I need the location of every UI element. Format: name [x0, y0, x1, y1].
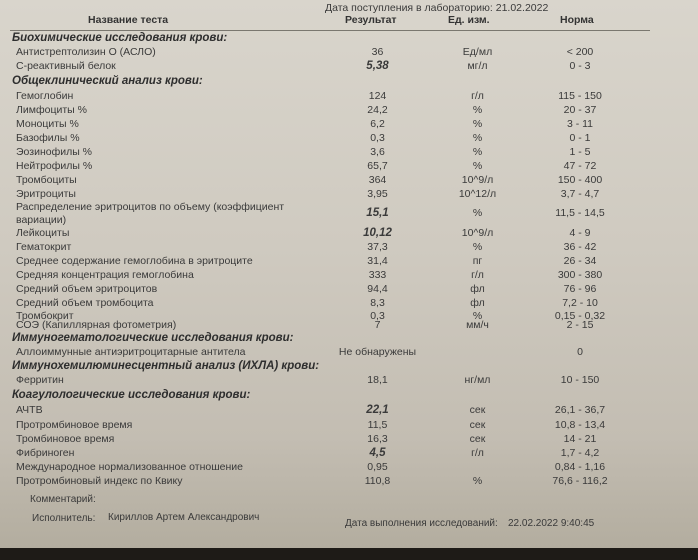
test-result: 0,95: [367, 461, 388, 473]
test-unit: нг/мл: [464, 374, 491, 386]
header-result: Результат: [345, 14, 397, 26]
test-name: Гематокрит: [16, 241, 72, 253]
test-result: 364: [368, 174, 387, 186]
test-result: 333: [368, 269, 387, 281]
test-norm: 26 - 34: [563, 255, 597, 267]
test-name: Базофилы %: [16, 132, 80, 144]
test-result: 10,12: [363, 227, 392, 239]
comments-label: Комментарий:: [30, 494, 96, 505]
test-norm: 4 - 9: [569, 227, 591, 239]
table-row: [0, 282, 698, 296]
table-row: [0, 373, 698, 387]
section-coag: Коагулологические исследования крови:: [12, 389, 251, 401]
header-unit: Ед. изм.: [448, 14, 490, 26]
test-unit: мг/л: [467, 60, 488, 72]
test-norm: 14 - 21: [563, 433, 597, 445]
test-norm: 11,5 - 14,5: [555, 207, 605, 219]
test-norm: 26,1 - 36,7: [554, 404, 606, 416]
test-name: Моноциты %: [16, 118, 79, 130]
test-unit: фл: [470, 283, 485, 295]
test-result: 3,6: [370, 146, 385, 158]
test-unit: фл: [470, 297, 485, 309]
table-row: [0, 460, 698, 474]
test-result: 65,7: [367, 160, 388, 172]
test-unit: %: [472, 104, 483, 116]
table-surface: [0, 548, 698, 560]
test-unit: %: [472, 132, 483, 144]
test-result: 124: [368, 90, 387, 102]
header-divider: [10, 30, 650, 31]
test-norm: 1 - 5: [569, 146, 591, 158]
test-result: 0,3: [370, 310, 385, 322]
test-name: Тромбиновое время: [16, 433, 115, 445]
test-result: 5,38: [366, 60, 389, 72]
test-name: Среднее содержание гемоглобина в эритроците: [16, 255, 253, 267]
test-result: 8,3: [370, 297, 385, 309]
test-name: Антистрептолизин О (АСЛО): [16, 46, 156, 58]
table-row: [0, 474, 698, 488]
test-unit: сек: [469, 419, 486, 431]
test-unit: %: [472, 241, 483, 253]
test-result: 0,3: [370, 132, 385, 144]
test-norm: 150 - 400: [557, 174, 603, 186]
table-row: [0, 117, 698, 131]
table-row: [0, 45, 698, 59]
test-norm: 300 - 380: [557, 269, 603, 281]
test-name: С-реактивный белок: [16, 60, 116, 72]
test-unit: 10^12/л: [458, 188, 497, 200]
test-name: Эозинофилы %: [16, 146, 93, 158]
test-norm: 20 - 37: [563, 104, 597, 116]
section-immunohem: Иммуногематологические исследования крови:: [12, 332, 294, 344]
test-name: СОЭ (Капиллярная фотометрия): [16, 319, 177, 331]
test-norm: 76,6 - 116,2: [552, 475, 608, 487]
test-norm: 7,2 - 10: [562, 297, 598, 309]
test-name: Тромбоциты: [16, 174, 77, 186]
test-result: 22,1: [366, 404, 389, 416]
test-norm: 0: [577, 346, 583, 358]
test-norm: 10 - 150: [560, 374, 600, 386]
test-unit: Ед/мл: [462, 46, 493, 58]
test-norm: 0,84 - 1,16: [554, 461, 606, 473]
test-name: Распределение эритроцитов по объему (коэффициент вариации): [16, 201, 285, 226]
test-name: Средняя концентрация гемоглобина: [16, 269, 194, 281]
test-unit: %: [472, 207, 483, 219]
test-norm: 115 - 150: [558, 90, 602, 102]
test-name: Средний объем тромбоцита: [16, 297, 154, 309]
test-unit: %: [472, 310, 483, 322]
test-name: Тромбокрит: [16, 310, 74, 322]
test-unit: %: [472, 118, 483, 130]
test-unit: %: [472, 475, 483, 487]
test-result: 31,4: [367, 255, 388, 267]
table-row: [0, 103, 698, 117]
section-ihla: Иммунохемилюминесцентный анализ (ИХЛА) крови:: [12, 360, 320, 372]
table-row: [0, 159, 698, 173]
test-name: Аллоиммунные антиэритроцитарные антитела: [16, 346, 246, 358]
test-result: 7: [374, 319, 381, 331]
test-norm: 0 - 1: [569, 132, 591, 144]
test-result: 6,2: [370, 118, 385, 130]
table-row: [0, 446, 698, 460]
test-unit: г/л: [471, 90, 484, 102]
table-row: [0, 59, 698, 73]
completion-date-label: Дата выполнения исследований:: [345, 518, 498, 529]
executor-label: Исполнитель:: [32, 513, 96, 524]
test-result: 24,2: [367, 104, 388, 116]
table-row: [0, 187, 698, 201]
section-cbc: Общеклинический анализ крови:: [12, 75, 203, 87]
test-unit: г/л: [471, 447, 484, 459]
table-row: [0, 201, 698, 229]
test-result: 36: [371, 46, 384, 58]
test-result: 18,1: [367, 374, 388, 386]
test-result: Не обнаружены: [338, 346, 417, 358]
test-name: Средний объем эритроцитов: [16, 283, 158, 295]
test-unit: сек: [469, 404, 486, 416]
test-unit: мм/ч: [466, 319, 489, 331]
test-norm: 36 - 42: [563, 241, 597, 253]
test-result: 94,4: [367, 283, 388, 295]
test-norm: 0 - 3: [569, 60, 591, 72]
table-row: [0, 432, 698, 446]
test-unit: %: [472, 160, 483, 172]
table-header: [0, 14, 698, 30]
lab-received-date: Дата поступления в лабораторию: 21.02.2022: [325, 2, 549, 14]
test-name: Протромбиновое время: [16, 419, 133, 431]
test-norm: 2 - 15: [566, 319, 594, 331]
test-unit: сек: [469, 433, 486, 445]
header-name: Название теста: [88, 14, 169, 26]
test-unit: 10^9/л: [461, 227, 494, 239]
table-row: [0, 131, 698, 145]
test-norm: 10,8 - 13,4: [554, 419, 606, 431]
table-row: [0, 89, 698, 103]
table-row: [0, 418, 698, 432]
table-row: [0, 345, 698, 359]
test-norm: 0,15 - 0,32: [554, 310, 606, 322]
table-row: [0, 240, 698, 254]
test-result: 15,1: [366, 207, 389, 219]
table-row: [0, 268, 698, 282]
test-unit: %: [472, 146, 483, 158]
test-result: 4,5: [369, 447, 386, 459]
test-name: Международное нормализованное отношение: [16, 461, 243, 473]
test-result: 3,95: [367, 188, 388, 200]
test-norm: 1,7 - 4,2: [560, 447, 600, 459]
test-unit: 10^9/л: [461, 174, 494, 186]
test-unit: пг: [472, 255, 483, 267]
table-row: [0, 318, 698, 332]
test-result: 110,8: [364, 475, 391, 487]
test-unit: г/л: [471, 269, 484, 281]
test-norm: 3 - 11: [566, 118, 594, 130]
test-result: 37,3: [367, 241, 388, 253]
table-row: [0, 145, 698, 159]
test-name: Лейкоциты: [16, 227, 70, 239]
table-row: [0, 173, 698, 187]
test-name: Гемоглобин: [16, 90, 74, 102]
test-name: Лимфоциты %: [16, 104, 87, 116]
test-name: Эритроциты: [16, 188, 76, 200]
completion-date-value: 22.02.2022 9:40:45: [508, 518, 595, 529]
test-name: Нейтрофилы %: [16, 160, 93, 172]
test-norm: < 200: [566, 46, 594, 58]
test-name: Протромбиновый индекс по Квику: [16, 475, 183, 487]
section-biochem: Биохимические исследования крови:: [12, 32, 228, 44]
table-row: [0, 254, 698, 268]
table-row: [0, 226, 698, 240]
test-norm: 3,7 - 4,7: [560, 188, 600, 200]
test-name: АЧТВ: [16, 404, 43, 416]
test-norm: 76 - 96: [563, 283, 597, 295]
table-row: [0, 403, 698, 417]
test-result: 16,3: [367, 433, 388, 445]
test-name: Фибриноген: [16, 447, 75, 459]
header-norm: Норма: [560, 14, 594, 26]
test-norm: 47 - 72: [563, 160, 597, 172]
table-row: [0, 296, 698, 310]
test-name: Ферритин: [16, 374, 64, 386]
executor-name: Кириллов Артем Александрович: [108, 512, 260, 523]
test-result: 11,5: [367, 419, 388, 431]
